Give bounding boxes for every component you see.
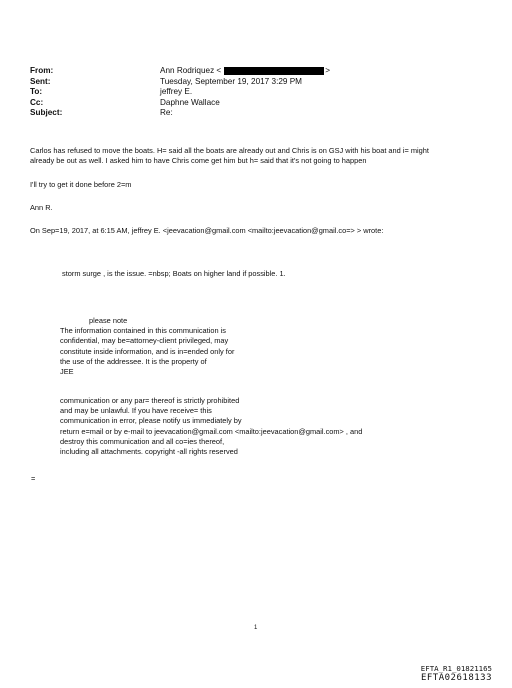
redaction-box	[224, 67, 324, 75]
body-paragraph-2: I'll try to get it done before 2=m	[30, 180, 132, 189]
bates-footer	[421, 664, 492, 684]
subject-value: Re:	[160, 108, 173, 118]
from-row	[30, 66, 330, 77]
bates-line-1: EFTA_R1_01821165	[420, 664, 492, 673]
from-name: Ann Rodriquez <	[160, 66, 222, 75]
notice-line: communication in error, please notify us immediately by	[60, 416, 242, 426]
sent-value: Tuesday, September 19, 2017 3:29 PM	[160, 76, 303, 86]
cc-value: Daphne Wallace	[160, 97, 220, 107]
notice-block-2	[60, 396, 362, 457]
notice-line: JEE	[60, 367, 74, 377]
notice-line: the use of the addressee. It is the property of	[60, 356, 207, 366]
quoted-line: storm surge , is the issue. =nbsp; Boats on higher land if possible. 1.	[62, 269, 286, 278]
to-label: To:	[30, 87, 43, 97]
from-label: From:	[30, 66, 54, 75]
cc-row	[30, 98, 330, 109]
equals-marker: =	[31, 474, 36, 483]
notice-line: destroy this communication and all co=ies thereof,	[60, 436, 225, 446]
subject-label: Subject:	[30, 108, 63, 118]
body-line: already be out as well. I asked him to have Chris come get him but h= said that it's not going to happen	[30, 156, 367, 166]
from-value	[160, 66, 330, 77]
notice-line: including all attachments. copyright -all rights reserved	[60, 447, 238, 457]
notice-line: communication or any par= thereof is strictly prohibited	[60, 396, 240, 405]
page-number: 1	[254, 625, 258, 631]
body-paragraph-1	[30, 146, 429, 167]
cc-label: Cc:	[30, 97, 44, 107]
quote-intro: On Sep=19, 2017, at 6:15 AM, jeffrey E. <jeevacation@gmail.com <mailto:jeevacation@gmail.co=> > wrote:	[30, 226, 384, 235]
to-row	[30, 87, 330, 98]
notice-block	[60, 316, 234, 377]
email-header	[30, 66, 330, 119]
to-value: jeffrey E.	[160, 87, 193, 97]
sent-row	[30, 77, 330, 88]
notice-line: The information contained in this communication is	[60, 326, 226, 336]
sent-label: Sent:	[30, 76, 51, 86]
notice-title: please note	[89, 316, 128, 325]
bates-line-2: EFTA02618133	[420, 673, 492, 683]
subject-row	[30, 108, 330, 119]
notice-line: and may be unlawful. If you have receive= this	[60, 406, 212, 416]
signature: Ann R.	[30, 203, 53, 212]
notice-line: confidential, may be=attorney-client privileged, may	[60, 336, 229, 346]
body-line: Carlos has refused to move the boats. H= said all the boats are already out and Chris is on GSJ with his boat and i= might	[30, 146, 429, 155]
notice-line: constitute inside information, and is in=ended only for	[60, 346, 235, 356]
from-tail: >	[325, 66, 331, 75]
notice-line: return e=mail or by e-mail to jeevacation@gmail.com <mailto:jeevacation@gmail.com> , and	[60, 426, 363, 436]
